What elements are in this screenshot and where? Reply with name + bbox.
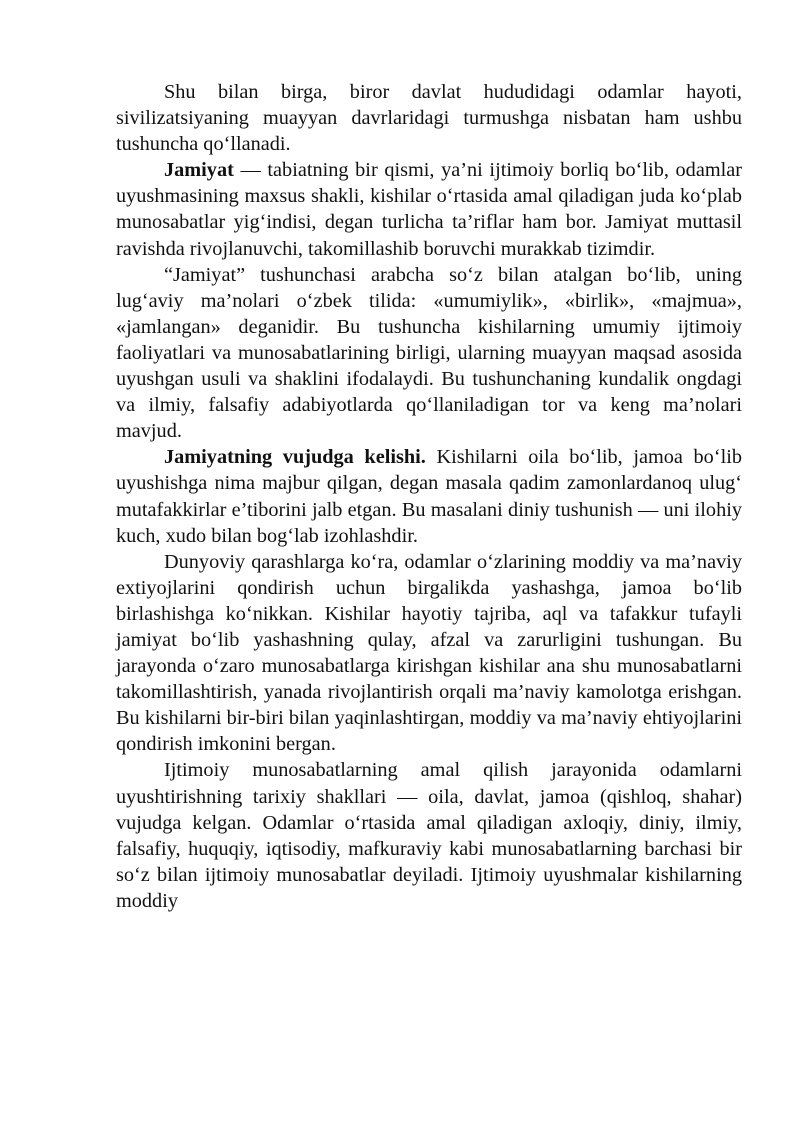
paragraph-2	[116, 157, 742, 261]
paragraph-6	[116, 757, 742, 914]
paragraph-1	[116, 79, 742, 157]
paragraph-4-text: Kishilarni oila bo‘lib, jamoa bo‘lib uyushishga nima majbur qilgan, degan masala qadim zamonlardanoq ulug‘ mutafakkirlar e’tiborini jalb etgan. Bu masalani diniy tushunish — uni ilohiy kuch, xudo bilan bog‘lab izohlashdir.	[116, 446, 742, 547]
paragraph-3-text: “Jamiyat” tushunchasi arabcha so‘z bilan atalgan bo‘lib, uning lug‘aviy ma’nolari o‘zbek tilida: «umumiylik», «birlik», «majmua», «jamlangan» deganidir. Bu tushuncha kishilarning umumiy ijtimoiy faoliyatlari va munosabatlarining birligi, ularning muayyan maqsad asosida uyushgan usuli va shaklini ifodalaydi. Bu tushunchaning kundalik ongdagi va ilmiy, falsafiy adabiyotlarda qo‘llaniladigan tor va keng ma’nolari mavjud.	[116, 263, 742, 443]
paragraph-3	[116, 262, 742, 445]
paragraph-2-text: — tabiatning bir qismi, ya’ni ijtimoiy borliq bo‘lib, odamlar uyushmasining maxsus shakli, kishilar o‘rtasida amal qiladigan juda ko‘plab munosabatlar yig‘indisi, degan turlicha ta’riflar ham bor. Jamiyat muttasil ravishda rivojlanuvchi, takomillashib boruvchi murakkab tizimdir.	[116, 159, 742, 260]
document-page	[116, 79, 742, 914]
paragraph-5	[116, 549, 742, 758]
paragraph-2-term: Jamiyat	[164, 159, 234, 182]
paragraph-4	[116, 444, 742, 548]
paragraph-4-term: Jamiyatning vujudga kelishi.	[164, 446, 426, 469]
paragraph-5-text: Dunyoviy qarashlarga ko‘ra, odamlar o‘zlarining moddiy va ma’naviy extiyojlarini qondirish uchun birgalikda yashashga, jamoa bo‘lib birlashishga ko‘nikkan. Kishilar hayotiy tajriba, aql va tafakkur tufayli jamiyat bo‘lib yashashning qulay, afzal va zarurligini tushungan. Bu jarayonda o‘zaro munosabatlarga kirishgan kishilar ana shu munosabatlarni takomillashtirish, yanada rivojlantirish orqali ma’naviy kamolotga erishgan. Bu kishilarni bir-biri bilan yaqinlashtirgan, moddiy va ma’naviy ehtiyojlarini qondirish imkonini bergan.	[116, 550, 742, 756]
paragraph-6-text: Ijtimoiy munosabatlarning amal qilish jarayonida odamlarni uyushtirishning tarixiy shakllari — oila, davlat, jamoa (qishloq, shahar) vujudga kelgan. Odamlar o‘rtasida amal qiladigan axloqiy, diniy, ilmiy, falsafiy, huquqiy, iqtisodiy, mafkuraviy kabi munosabatlarning barchasi bir so‘z bilan ijtimoiy munosabatlar deyiladi. Ijtimoiy uyushmalar kishilarning moddiy	[116, 759, 742, 912]
paragraph-1-text: Shu bilan birga, biror davlat hududidagi odamlar hayoti, sivilizatsiyaning muayyan davrlaridagi turmushga nisbatan ham ushbu tushuncha qo‘llanadi.	[116, 81, 742, 156]
